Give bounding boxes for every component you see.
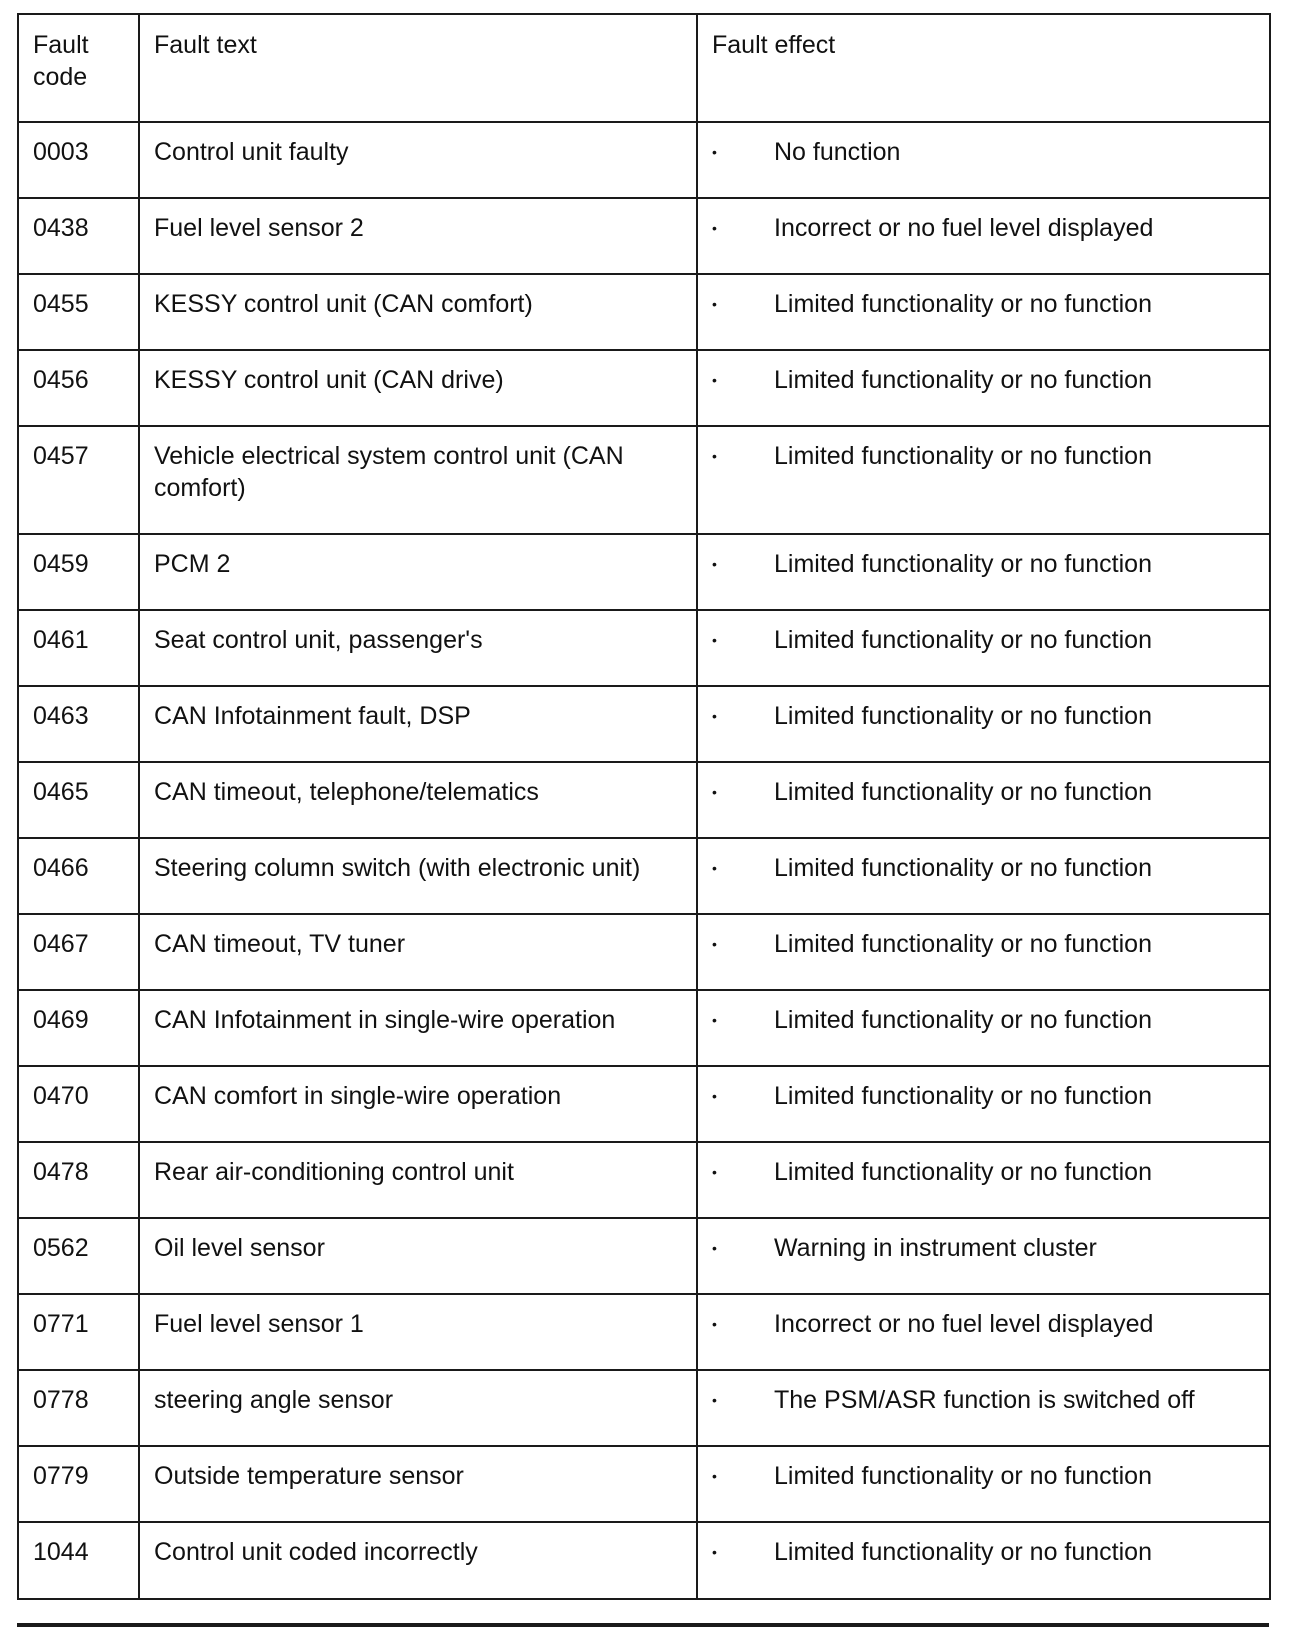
table-row: [18, 1142, 1270, 1218]
header-fault-code: Fault code: [18, 14, 139, 122]
table-row: [18, 1522, 1270, 1599]
table-row: [18, 914, 1270, 990]
bullet-marker: •: [712, 1012, 717, 1028]
bullet-marker: •: [712, 632, 717, 648]
fault-effect-text: Incorrect or no fuel level displayed: [774, 214, 1154, 242]
table-body: [18, 122, 1270, 1599]
fault-effect-text: Limited functionality or no function: [774, 1538, 1152, 1566]
document-page: [17, 13, 1269, 1600]
bullet-marker: •: [712, 144, 717, 160]
fault-code-cell: 0562: [18, 1218, 139, 1294]
bullet-marker: •: [712, 1164, 717, 1180]
table-row: [18, 426, 1270, 534]
fault-effect-cell: [697, 1294, 1270, 1370]
table-row: [18, 610, 1270, 686]
fault-effect-text: Limited functionality or no function: [774, 778, 1152, 806]
bullet-marker: •: [712, 556, 717, 572]
fault-code-cell: 0771: [18, 1294, 139, 1370]
fault-text-cell: Oil level sensor: [139, 1218, 697, 1294]
bullet-marker: •: [712, 936, 717, 952]
bullet-marker: •: [712, 448, 717, 464]
fault-code-table: [17, 13, 1271, 1600]
fault-effect-cell: [697, 198, 1270, 274]
fault-effect-text: Warning in instrument cluster: [774, 1234, 1097, 1262]
fault-effect-cell: [697, 1446, 1270, 1522]
table-bottom-border: [17, 1623, 1269, 1627]
table-row: [18, 534, 1270, 610]
fault-effect-text: No function: [774, 138, 901, 166]
fault-code-cell: 0438: [18, 198, 139, 274]
fault-text-cell: CAN Infotainment fault, DSP: [139, 686, 697, 762]
fault-text-cell: KESSY control unit (CAN drive): [139, 350, 697, 426]
bullet-marker: •: [712, 1392, 717, 1408]
fault-effect-cell: [697, 1522, 1270, 1599]
fault-effect-text: Limited functionality or no function: [774, 1158, 1152, 1186]
fault-text-cell: steering angle sensor: [139, 1370, 697, 1446]
fault-effect-cell: [697, 274, 1270, 350]
fault-effect-text: Limited functionality or no function: [774, 1462, 1152, 1490]
table-row: [18, 762, 1270, 838]
fault-text-cell: PCM 2: [139, 534, 697, 610]
fault-text-cell: Rear air-conditioning control unit: [139, 1142, 697, 1218]
fault-code-cell: 0478: [18, 1142, 139, 1218]
header-fault-effect: Fault effect: [697, 14, 1270, 122]
table-row: [18, 838, 1270, 914]
bullet-marker: •: [712, 784, 717, 800]
fault-text-cell: CAN timeout, TV tuner: [139, 914, 697, 990]
fault-effect-text: Limited functionality or no function: [774, 550, 1152, 578]
table-row: [18, 1218, 1270, 1294]
bullet-marker: •: [712, 296, 717, 312]
bullet-marker: •: [712, 220, 717, 236]
table-row: [18, 274, 1270, 350]
fault-effect-text: Limited functionality or no function: [774, 626, 1152, 654]
fault-effect-cell: [697, 1066, 1270, 1142]
fault-effect-cell: [697, 762, 1270, 838]
fault-effect-cell: [697, 1218, 1270, 1294]
bullet-marker: •: [712, 1544, 717, 1560]
fault-effect-cell: [697, 1142, 1270, 1218]
bullet-marker: •: [712, 372, 717, 388]
fault-code-cell: 0463: [18, 686, 139, 762]
fault-effect-text: Limited functionality or no function: [774, 290, 1152, 318]
fault-effect-cell: [697, 1370, 1270, 1446]
fault-code-cell: 0466: [18, 838, 139, 914]
fault-text-cell: Steering column switch (with electronic unit): [139, 838, 697, 914]
fault-text-cell: CAN Infotainment in single-wire operation: [139, 990, 697, 1066]
bullet-marker: •: [712, 1240, 717, 1256]
fault-effect-cell: [697, 426, 1270, 534]
fault-effect-text: Limited functionality or no function: [774, 930, 1152, 958]
bullet-marker: •: [712, 1468, 717, 1484]
fault-effect-text: Limited functionality or no function: [774, 1082, 1152, 1110]
fault-effect-cell: [697, 122, 1270, 198]
fault-text-cell: Seat control unit, passenger's: [139, 610, 697, 686]
fault-code-cell: 1044: [18, 1522, 139, 1599]
fault-effect-cell: [697, 610, 1270, 686]
fault-effect-text: Limited functionality or no function: [774, 366, 1152, 394]
fault-effect-cell: [697, 534, 1270, 610]
bullet-marker: •: [712, 1088, 717, 1104]
bullet-marker: •: [712, 860, 717, 876]
fault-code-cell: 0470: [18, 1066, 139, 1142]
fault-code-cell: 0778: [18, 1370, 139, 1446]
fault-effect-text: The PSM/ASR function is switched off: [774, 1386, 1195, 1414]
table-row: [18, 1066, 1270, 1142]
fault-code-cell: 0455: [18, 274, 139, 350]
table-row: [18, 1294, 1270, 1370]
table-header-row: [18, 14, 1270, 122]
fault-text-cell: Fuel level sensor 2: [139, 198, 697, 274]
table-row: [18, 1446, 1270, 1522]
bullet-marker: •: [712, 1316, 717, 1332]
fault-effect-cell: [697, 350, 1270, 426]
fault-code-cell: 0467: [18, 914, 139, 990]
fault-effect-cell: [697, 838, 1270, 914]
fault-text-cell: KESSY control unit (CAN comfort): [139, 274, 697, 350]
table-row: [18, 350, 1270, 426]
table-row: [18, 686, 1270, 762]
fault-code-cell: 0003: [18, 122, 139, 198]
fault-effect-text: Limited functionality or no function: [774, 1006, 1152, 1034]
table-row: [18, 198, 1270, 274]
header-fault-text: Fault text: [139, 14, 697, 122]
fault-code-cell: 0779: [18, 1446, 139, 1522]
fault-text-cell: Vehicle electrical system control unit (CAN comfort): [139, 426, 697, 534]
fault-text-cell: Outside temperature sensor: [139, 1446, 697, 1522]
fault-effect-text: Limited functionality or no function: [774, 702, 1152, 730]
bullet-marker: •: [712, 708, 717, 724]
fault-text-cell: Control unit coded incorrectly: [139, 1522, 697, 1599]
fault-text-cell: Fuel level sensor 1: [139, 1294, 697, 1370]
fault-effect-text: Limited functionality or no function: [774, 442, 1152, 470]
fault-text-cell: CAN comfort in single-wire operation: [139, 1066, 697, 1142]
fault-code-cell: 0461: [18, 610, 139, 686]
fault-code-cell: 0456: [18, 350, 139, 426]
fault-effect-cell: [697, 990, 1270, 1066]
table-row: [18, 122, 1270, 198]
fault-text-cell: Control unit faulty: [139, 122, 697, 198]
fault-code-cell: 0457: [18, 426, 139, 534]
fault-code-cell: 0459: [18, 534, 139, 610]
fault-text-cell: CAN timeout, telephone/telematics: [139, 762, 697, 838]
fault-effect-text: Incorrect or no fuel level displayed: [774, 1310, 1154, 1338]
fault-code-cell: 0465: [18, 762, 139, 838]
table-row: [18, 1370, 1270, 1446]
fault-code-cell: 0469: [18, 990, 139, 1066]
table-row: [18, 990, 1270, 1066]
fault-effect-cell: [697, 914, 1270, 990]
fault-effect-text: Limited functionality or no function: [774, 854, 1152, 882]
fault-effect-cell: [697, 686, 1270, 762]
